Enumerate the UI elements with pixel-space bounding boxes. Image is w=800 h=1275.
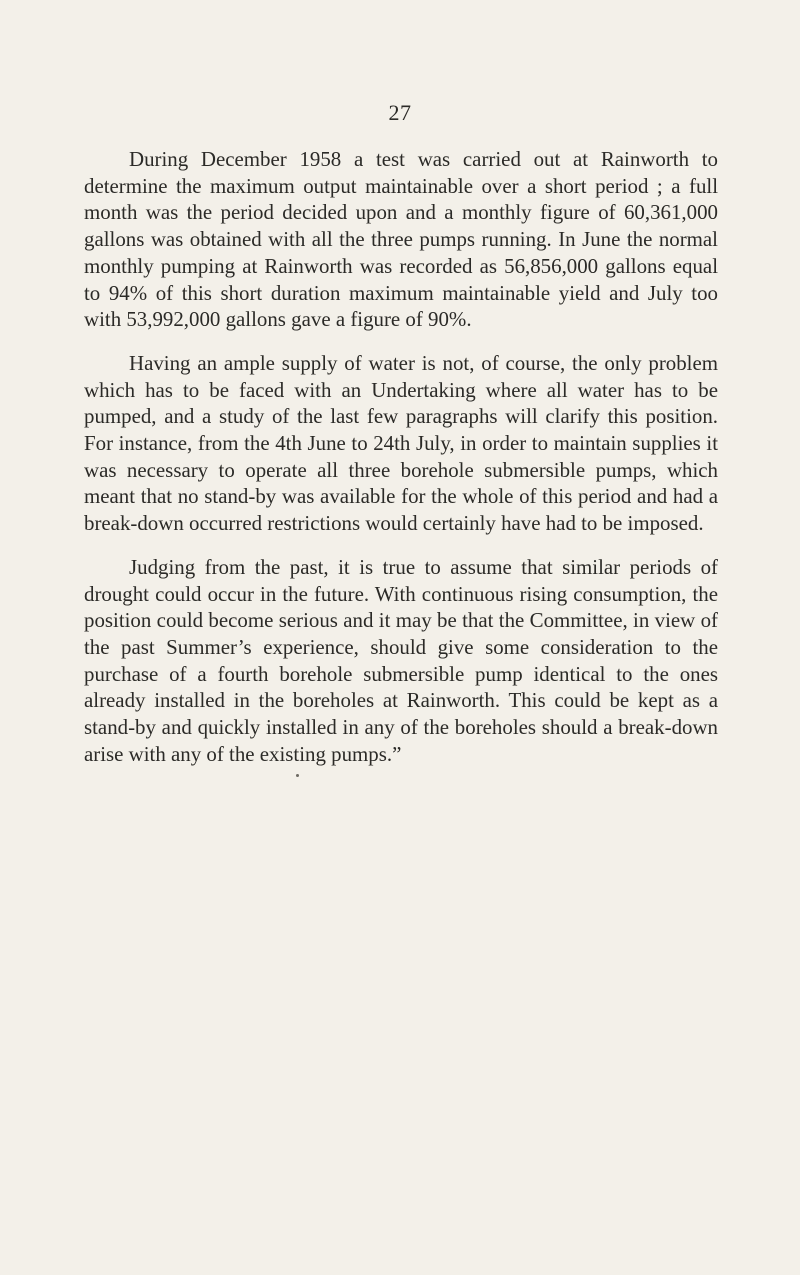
paper-speck (296, 774, 299, 777)
page-number: 27 (388, 100, 412, 125)
paragraph-rainworth-test: During December 1958 a test was carried out at Rainworth to determine the maximum output maintainable over a short period ; a full month was the period decided upon and a monthly figure of 60,361,000 gallons was obtained with all the three pumps running. In June the normal monthly pumping at Rainworth was recorded as 56,856,000 gallons equal to 94% of this short duration maximum maintainable yield and July too with 53,992,000 gallons gave a figure of 90%. (84, 147, 718, 332)
paragraph-ample-supply: Having an ample supply of water is not, of course, the only problem which has to be faced with an Undertaking where all water has to be pumped, and a study of the last few paragraphs will clarify this position. For instance, from the 4th June to 24th July, in order to maintain supplies it was necessary to operate all three borehole submersible pumps, which meant that no stand-by was available for the whole of this period and had a break-down occurred restrictions would certainly have had to be imposed. (84, 350, 718, 536)
document-body (84, 146, 718, 784)
paragraph-future-drought: Judging from the past, it is true to assume that similar periods of drought could occur in the future. With continuous rising consumption, the position could become serious and it may be that the Committee, in view of the past Summer’s experience, should give some consideration to the purchase of a fourth borehole submersible pump identical to the ones already installed in the boreholes at Rainworth. This could be kept as a stand-by and quickly installed in any of the boreholes should a break-down arise with any of the existing pumps.” (84, 554, 718, 766)
